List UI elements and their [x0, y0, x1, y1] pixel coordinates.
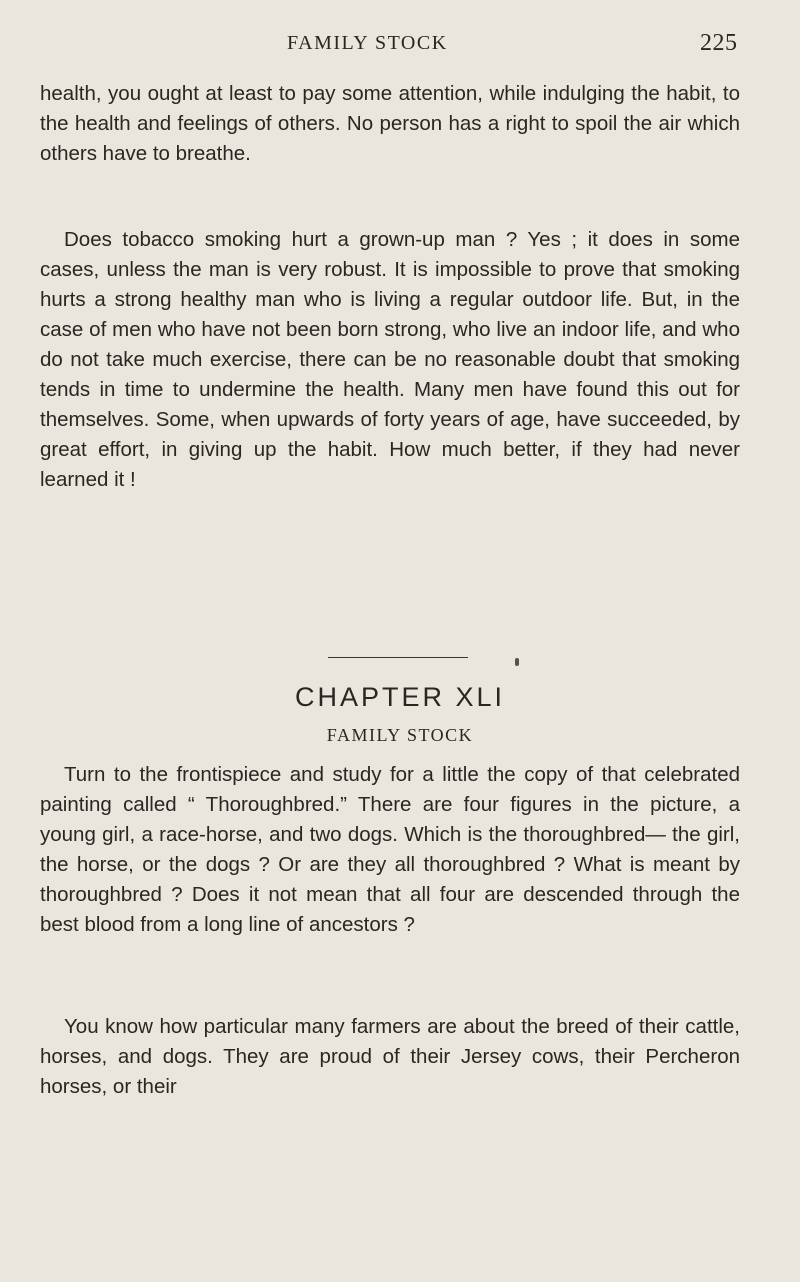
- ink-speck: [515, 658, 519, 666]
- paragraph-continued: health, you ought at least to pay some attention, while indulging the habit, to the health and feelings of others. No person has a right to spoil the air which others have to breathe.: [40, 82, 740, 165]
- paragraph-breeds: You know how particular many farmers are about the breed of their cattle, horses, and dogs. They are proud of their Jersey cows, their Percheron horses, or their: [40, 1015, 740, 1098]
- chapter-title: CHAPTER XLI: [294, 682, 506, 712]
- section-divider: [328, 657, 468, 658]
- page-header: [0, 30, 800, 64]
- paragraph-tobacco: Does tobacco smoking hurt a grown-up man ? Yes ; it does in some cases, unless the man is very robust. It is impossible to prove that smoking hurts a strong healthy man who is living a regular outdoor life. But, in the case of men who have not been born strong, who live an indoor life, and who do not take much exercise, there can be no reasonable doubt that smoking tends in time to undermine the health. Many men have found this out for themselves. Some, when upwards of forty years of age, have succeeded, by great effort, in giving up the habit. How much better, if they had never learned it !: [40, 228, 740, 491]
- chapter-subtitle: FAMILY STOCK: [326, 725, 474, 745]
- page-number: 225: [700, 30, 738, 56]
- paragraph-thoroughbred: Turn to the frontispiece and study for a little the copy of that celebrated painting called “ Thoroughbred.” There are four figures in the picture, a young girl, a race-horse, and two dogs. Which is the thoroughbred— the girl, the horse, or the dogs ? Or are they all thoroughbred ? What is meant by thoroughbred ? Does it not mean that all four are descended through the best blood from a long line of ancestors ?: [40, 763, 740, 936]
- running-head: FAMILY STOCK: [287, 32, 448, 54]
